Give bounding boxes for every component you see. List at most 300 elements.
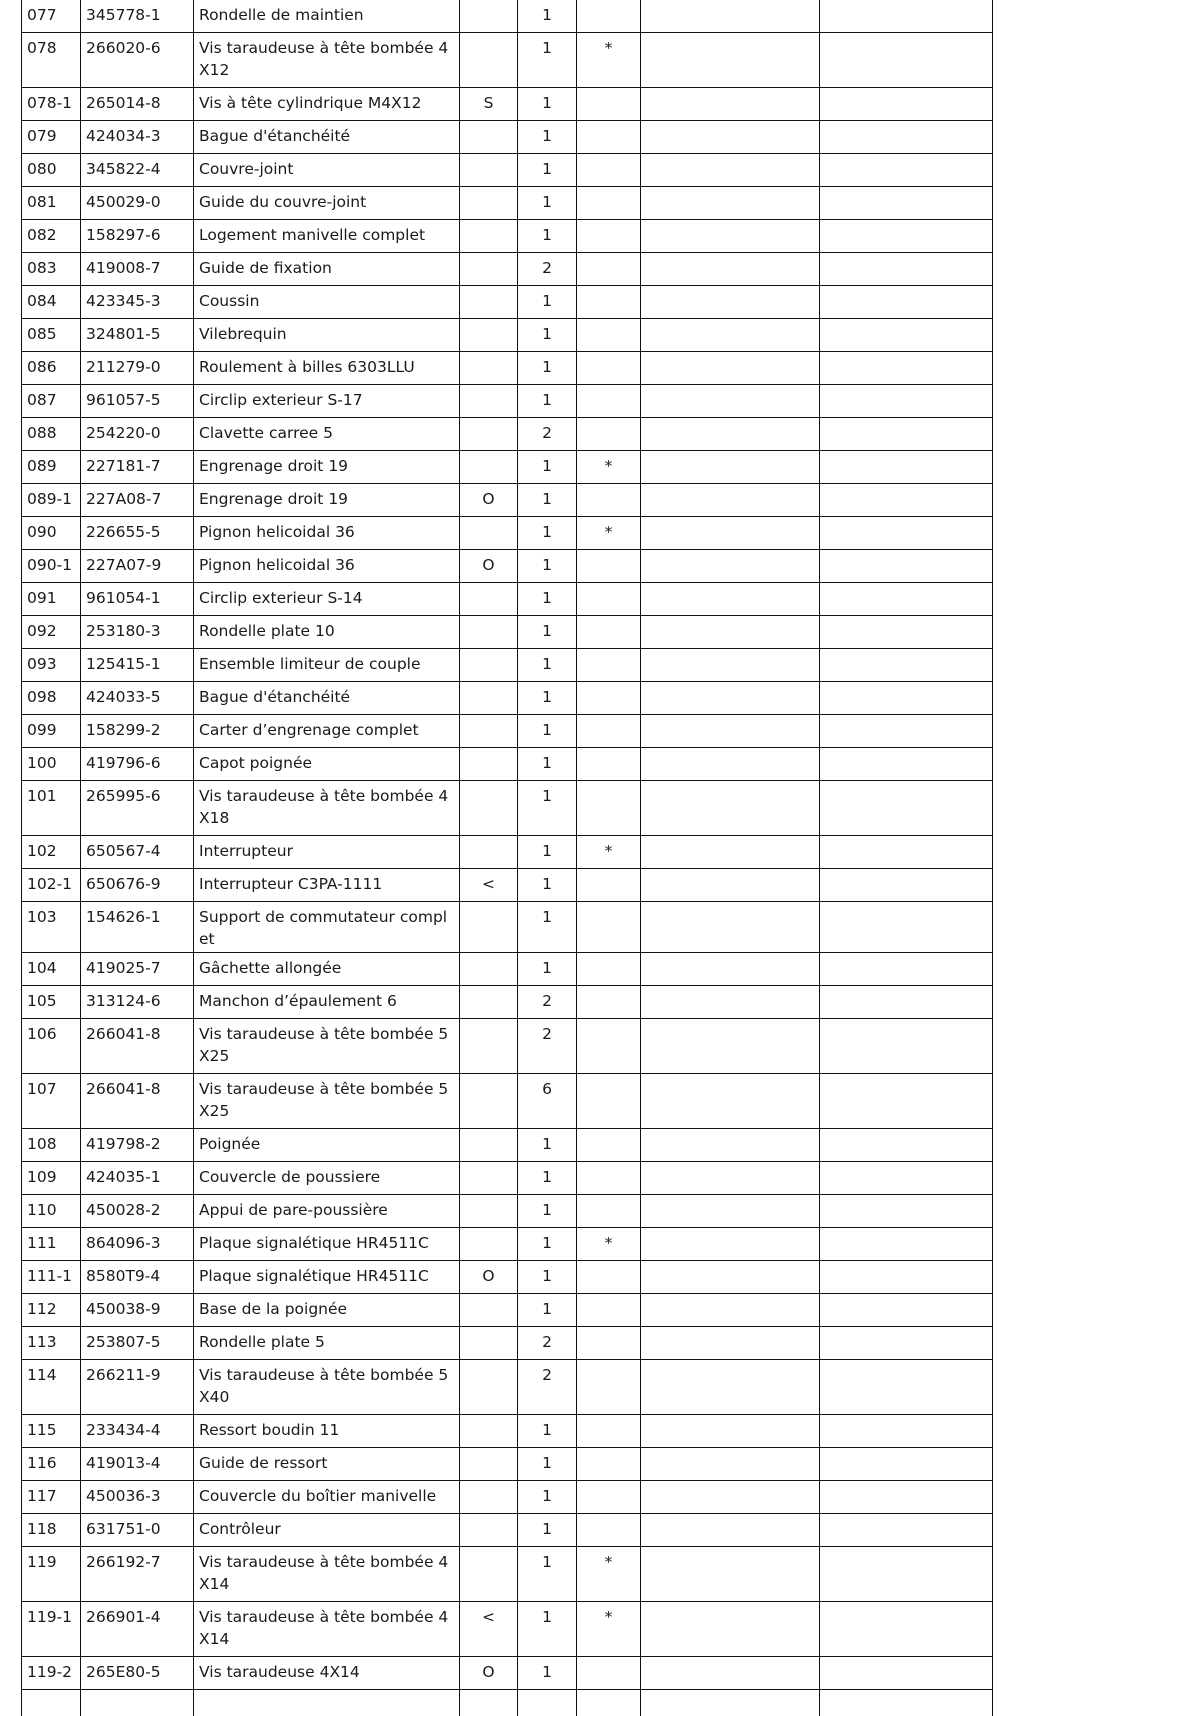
part-quantity-cell: 1 <box>518 1657 577 1690</box>
part-code-cell: 125415-1 <box>81 649 194 682</box>
part-mark-cell <box>577 1019 641 1074</box>
part-ref-cell: 107 <box>22 1074 81 1129</box>
part-code-cell: 266192-7 <box>81 1547 194 1602</box>
part-mark-cell <box>577 902 641 953</box>
empty-cell-2 <box>820 748 993 781</box>
part-description-cell: Plaque signalétique HR4511C <box>194 1228 460 1261</box>
part-quantity-cell: 1 <box>518 352 577 385</box>
part-description-cell: Circlip exterieur S-14 <box>194 583 460 616</box>
part-description-cell: Ressort boudin 11 <box>194 1415 460 1448</box>
part-note-cell <box>460 953 518 986</box>
part-ref-cell: 082 <box>22 220 81 253</box>
empty-cell-2 <box>820 1228 993 1261</box>
part-note-cell <box>460 319 518 352</box>
empty-cell-1 <box>641 286 820 319</box>
empty-cell-2 <box>820 682 993 715</box>
empty-cell-2 <box>820 517 993 550</box>
part-mark-cell <box>577 253 641 286</box>
empty-cell-2 <box>820 33 993 88</box>
part-mark-cell <box>577 1294 641 1327</box>
empty-cell <box>194 1690 460 1716</box>
part-code-cell: 227181-7 <box>81 451 194 484</box>
part-mark-cell <box>577 1261 641 1294</box>
part-code-cell: 424033-5 <box>81 682 194 715</box>
part-description-cell: Clavette carree 5 <box>194 418 460 451</box>
empty-cell-2 <box>820 1294 993 1327</box>
part-note-cell: O <box>460 484 518 517</box>
part-code-cell: 266041-8 <box>81 1074 194 1129</box>
empty-cell-2 <box>820 451 993 484</box>
part-quantity-cell: 1 <box>518 1195 577 1228</box>
part-ref-cell: 105 <box>22 986 81 1019</box>
empty-cell-2 <box>820 1327 993 1360</box>
part-quantity-cell: 1 <box>518 1129 577 1162</box>
part-ref-cell: 102-1 <box>22 869 81 902</box>
part-code-cell: 650567-4 <box>81 836 194 869</box>
part-note-cell: O <box>460 1261 518 1294</box>
part-ref-cell: 084 <box>22 286 81 319</box>
part-quantity-cell: 1 <box>518 286 577 319</box>
part-quantity-cell: 1 <box>518 550 577 583</box>
empty-cell-2 <box>820 1415 993 1448</box>
part-quantity-cell: 1 <box>518 953 577 986</box>
part-quantity-cell: 1 <box>518 1294 577 1327</box>
part-ref-cell: 118 <box>22 1514 81 1547</box>
empty-cell-1 <box>641 1074 820 1129</box>
part-mark-cell <box>577 1129 641 1162</box>
part-code-cell: 419025-7 <box>81 953 194 986</box>
part-description-cell: Couvre-joint <box>194 154 460 187</box>
part-ref-cell: 087 <box>22 385 81 418</box>
part-code-cell: 450028-2 <box>81 1195 194 1228</box>
empty-cell-2 <box>820 550 993 583</box>
empty-cell-1 <box>641 1481 820 1514</box>
part-mark-cell <box>577 0 641 33</box>
part-quantity-cell: 1 <box>518 0 577 33</box>
table-row <box>22 1602 993 1657</box>
part-note-cell <box>460 352 518 385</box>
empty-cell-1 <box>641 451 820 484</box>
part-quantity-cell: 1 <box>518 1481 577 1514</box>
empty-cell-2 <box>820 352 993 385</box>
part-code-cell: 227A08-7 <box>81 484 194 517</box>
part-note-cell <box>460 1129 518 1162</box>
part-code-cell: 419796-6 <box>81 748 194 781</box>
part-code-cell: 650676-9 <box>81 869 194 902</box>
part-note-cell <box>460 715 518 748</box>
empty-cell-1 <box>641 1602 820 1657</box>
part-description-cell: Vilebrequin <box>194 319 460 352</box>
empty-cell-1 <box>641 1448 820 1481</box>
empty-cell-2 <box>820 986 993 1019</box>
part-note-cell <box>460 583 518 616</box>
empty-cell-1 <box>641 953 820 986</box>
empty-cell-1 <box>641 1415 820 1448</box>
part-quantity-cell: 1 <box>518 187 577 220</box>
part-ref-cell: 112 <box>22 1294 81 1327</box>
part-quantity-cell: 1 <box>518 1514 577 1547</box>
empty-cell-2 <box>820 1547 993 1602</box>
part-code-cell: 253807-5 <box>81 1327 194 1360</box>
empty-cell-2 <box>820 1129 993 1162</box>
part-description-cell: Vis taraudeuse 4X14 <box>194 1657 460 1690</box>
part-note-cell <box>460 682 518 715</box>
part-description-cell: Poignée <box>194 1129 460 1162</box>
empty-cell-2 <box>820 1195 993 1228</box>
part-description-cell: Bague d'étanchéité <box>194 121 460 154</box>
part-ref-cell: 104 <box>22 953 81 986</box>
empty-cell-2 <box>820 616 993 649</box>
empty-cell-1 <box>641 1294 820 1327</box>
part-quantity-cell: 1 <box>518 1448 577 1481</box>
part-mark-cell <box>577 352 641 385</box>
part-ref-cell: 103 <box>22 902 81 953</box>
part-code-cell: 450029-0 <box>81 187 194 220</box>
part-quantity-cell: 1 <box>518 484 577 517</box>
part-ref-cell: 088 <box>22 418 81 451</box>
empty-cell-1 <box>641 649 820 682</box>
part-ref-cell: 081 <box>22 187 81 220</box>
part-description-cell: Gâchette allongée <box>194 953 460 986</box>
part-ref-cell: 090 <box>22 517 81 550</box>
part-code-cell: 961054-1 <box>81 583 194 616</box>
part-mark-cell <box>577 616 641 649</box>
table-row <box>22 1448 993 1481</box>
part-mark-cell <box>577 187 641 220</box>
empty-cell-2 <box>820 1074 993 1129</box>
continuation-row <box>22 1690 993 1716</box>
table-row <box>22 1129 993 1162</box>
part-note-cell <box>460 1228 518 1261</box>
table-row <box>22 154 993 187</box>
part-quantity-cell: 1 <box>518 902 577 953</box>
empty-cell-2 <box>820 902 993 953</box>
part-ref-cell: 110 <box>22 1195 81 1228</box>
part-note-cell <box>460 986 518 1019</box>
part-note-cell <box>460 836 518 869</box>
empty-cell-2 <box>820 836 993 869</box>
empty-cell-1 <box>641 1360 820 1415</box>
part-ref-cell: 111 <box>22 1228 81 1261</box>
part-quantity-cell: 1 <box>518 88 577 121</box>
part-mark-cell <box>577 953 641 986</box>
part-code-cell: 265995-6 <box>81 781 194 836</box>
part-description-cell: Coussin <box>194 286 460 319</box>
part-description-cell: Rondelle plate 5 <box>194 1327 460 1360</box>
part-quantity-cell: 1 <box>518 33 577 88</box>
part-ref-cell: 113 <box>22 1327 81 1360</box>
empty-cell-2 <box>820 953 993 986</box>
empty-cell-1 <box>641 220 820 253</box>
table-row <box>22 1547 993 1602</box>
part-quantity-cell: 2 <box>518 1360 577 1415</box>
part-quantity-cell: 1 <box>518 682 577 715</box>
empty-cell-1 <box>641 869 820 902</box>
part-code-cell: 211279-0 <box>81 352 194 385</box>
part-note-cell <box>460 1415 518 1448</box>
part-description-cell: Rondelle de maintien <box>194 0 460 33</box>
part-ref-cell: 089 <box>22 451 81 484</box>
part-description-cell: Roulement à billes 6303LLU <box>194 352 460 385</box>
part-quantity-cell: 1 <box>518 649 577 682</box>
part-description-cell: Carter d’engrenage complet <box>194 715 460 748</box>
part-quantity-cell: 1 <box>518 121 577 154</box>
part-code-cell: 419798-2 <box>81 1129 194 1162</box>
empty-cell-1 <box>641 1129 820 1162</box>
table-row <box>22 1327 993 1360</box>
part-code-cell: 266020-6 <box>81 33 194 88</box>
part-quantity-cell: 1 <box>518 154 577 187</box>
part-description-cell: Vis taraudeuse à tête bombée 4X12 <box>194 33 460 88</box>
part-code-cell: 345778-1 <box>81 0 194 33</box>
part-note-cell <box>460 781 518 836</box>
part-quantity-cell: 1 <box>518 385 577 418</box>
part-mark-cell: * <box>577 517 641 550</box>
part-mark-cell <box>577 748 641 781</box>
part-quantity-cell: 1 <box>518 517 577 550</box>
empty-cell-2 <box>820 1481 993 1514</box>
part-quantity-cell: 1 <box>518 1602 577 1657</box>
part-description-cell: Support de commutateur complet <box>194 902 460 953</box>
part-mark-cell <box>577 583 641 616</box>
part-note-cell <box>460 1547 518 1602</box>
empty-cell-1 <box>641 748 820 781</box>
empty-cell-2 <box>820 1360 993 1415</box>
part-ref-cell: 089-1 <box>22 484 81 517</box>
part-description-cell: Bague d'étanchéité <box>194 682 460 715</box>
part-quantity-cell: 1 <box>518 1261 577 1294</box>
part-quantity-cell: 2 <box>518 986 577 1019</box>
part-mark-cell <box>577 88 641 121</box>
table-row <box>22 616 993 649</box>
table-row <box>22 1294 993 1327</box>
empty-cell-1 <box>641 484 820 517</box>
empty-cell-2 <box>820 121 993 154</box>
part-mark-cell <box>577 418 641 451</box>
part-mark-cell <box>577 781 641 836</box>
table-row <box>22 187 993 220</box>
part-note-cell <box>460 33 518 88</box>
table-row <box>22 1481 993 1514</box>
part-description-cell: Plaque signalétique HR4511C <box>194 1261 460 1294</box>
part-description-cell: Rondelle plate 10 <box>194 616 460 649</box>
empty-cell-1 <box>641 550 820 583</box>
part-ref-cell: 116 <box>22 1448 81 1481</box>
table-row <box>22 1074 993 1129</box>
part-code-cell: 265E80-5 <box>81 1657 194 1690</box>
part-description-cell: Vis à tête cylindrique M4X12 <box>194 88 460 121</box>
part-description-cell: Circlip exterieur S-17 <box>194 385 460 418</box>
part-quantity-cell: 1 <box>518 715 577 748</box>
empty-cell-2 <box>820 220 993 253</box>
part-ref-cell: 101 <box>22 781 81 836</box>
empty-cell <box>820 1690 993 1716</box>
empty-cell <box>460 1690 518 1716</box>
empty-cell-2 <box>820 385 993 418</box>
table-row <box>22 1415 993 1448</box>
empty-cell-1 <box>641 583 820 616</box>
empty-cell-1 <box>641 0 820 33</box>
part-note-cell <box>460 1360 518 1415</box>
table-row <box>22 550 993 583</box>
table-row <box>22 715 993 748</box>
empty-cell-2 <box>820 583 993 616</box>
part-quantity-cell: 1 <box>518 319 577 352</box>
part-code-cell: 158297-6 <box>81 220 194 253</box>
part-note-cell <box>460 121 518 154</box>
part-mark-cell <box>577 484 641 517</box>
part-mark-cell <box>577 1448 641 1481</box>
table-row <box>22 418 993 451</box>
table-row <box>22 1019 993 1074</box>
empty-cell-1 <box>641 836 820 869</box>
part-description-cell: Pignon helicoidal 36 <box>194 517 460 550</box>
empty-cell-2 <box>820 1657 993 1690</box>
part-description-cell: Vis taraudeuse à tête bombée 5X40 <box>194 1360 460 1415</box>
part-ref-cell: 108 <box>22 1129 81 1162</box>
part-description-cell: Logement manivelle complet <box>194 220 460 253</box>
part-mark-cell <box>577 715 641 748</box>
part-note-cell <box>460 1074 518 1129</box>
part-note-cell <box>460 154 518 187</box>
table-row <box>22 1657 993 1690</box>
table-row <box>22 953 993 986</box>
part-note-cell <box>460 187 518 220</box>
table-row <box>22 484 993 517</box>
empty-cell-1 <box>641 154 820 187</box>
table-row <box>22 1261 993 1294</box>
part-ref-cell: 085 <box>22 319 81 352</box>
table-row <box>22 986 993 1019</box>
part-mark-cell: * <box>577 1228 641 1261</box>
part-mark-cell: * <box>577 836 641 869</box>
empty-cell-2 <box>820 0 993 33</box>
part-quantity-cell: 2 <box>518 1327 577 1360</box>
part-code-cell: 424035-1 <box>81 1162 194 1195</box>
part-note-cell <box>460 286 518 319</box>
empty-cell-1 <box>641 319 820 352</box>
part-description-cell: Ensemble limiteur de couple <box>194 649 460 682</box>
part-quantity-cell: 1 <box>518 869 577 902</box>
empty-cell-1 <box>641 781 820 836</box>
part-ref-cell: 078 <box>22 33 81 88</box>
part-code-cell: 8580T9-4 <box>81 1261 194 1294</box>
part-mark-cell: * <box>577 1602 641 1657</box>
part-note-cell: O <box>460 550 518 583</box>
part-description-cell: Engrenage droit 19 <box>194 451 460 484</box>
part-ref-cell: 078-1 <box>22 88 81 121</box>
part-ref-cell: 093 <box>22 649 81 682</box>
part-description-cell: Guide de fixation <box>194 253 460 286</box>
part-code-cell: 253180-3 <box>81 616 194 649</box>
part-note-cell: < <box>460 869 518 902</box>
part-ref-cell: 109 <box>22 1162 81 1195</box>
table-row <box>22 352 993 385</box>
part-description-cell: Interrupteur C3PA-1111 <box>194 869 460 902</box>
part-mark-cell: * <box>577 451 641 484</box>
table-row <box>22 748 993 781</box>
part-mark-cell <box>577 1327 641 1360</box>
part-mark-cell <box>577 220 641 253</box>
table-row <box>22 902 993 953</box>
part-quantity-cell: 1 <box>518 1547 577 1602</box>
part-mark-cell: * <box>577 33 641 88</box>
empty-cell-1 <box>641 88 820 121</box>
part-note-cell <box>460 385 518 418</box>
part-note-cell <box>460 1481 518 1514</box>
empty-cell-1 <box>641 187 820 220</box>
part-ref-cell: 077 <box>22 0 81 33</box>
part-description-cell: Vis taraudeuse à tête bombée 5X25 <box>194 1074 460 1129</box>
part-ref-cell: 106 <box>22 1019 81 1074</box>
part-description-cell: Base de la poignée <box>194 1294 460 1327</box>
part-note-cell: S <box>460 88 518 121</box>
table-row <box>22 517 993 550</box>
empty-cell-1 <box>641 1228 820 1261</box>
part-description-cell: Guide de ressort <box>194 1448 460 1481</box>
part-ref-cell: 092 <box>22 616 81 649</box>
empty-cell-1 <box>641 33 820 88</box>
part-note-cell <box>460 616 518 649</box>
part-description-cell: Capot poignée <box>194 748 460 781</box>
parts-table <box>21 0 993 1716</box>
table-row <box>22 121 993 154</box>
part-description-cell: Vis taraudeuse à tête bombée 4X18 <box>194 781 460 836</box>
part-code-cell: 233434-4 <box>81 1415 194 1448</box>
part-code-cell: 158299-2 <box>81 715 194 748</box>
part-mark-cell <box>577 1074 641 1129</box>
part-quantity-cell: 1 <box>518 748 577 781</box>
empty-cell <box>518 1690 577 1716</box>
part-mark-cell <box>577 682 641 715</box>
empty-cell-1 <box>641 986 820 1019</box>
part-ref-cell: 119-2 <box>22 1657 81 1690</box>
part-code-cell: 419008-7 <box>81 253 194 286</box>
empty-cell-2 <box>820 1602 993 1657</box>
part-quantity-cell: 1 <box>518 451 577 484</box>
empty-cell-1 <box>641 385 820 418</box>
table-row <box>22 33 993 88</box>
empty-cell-2 <box>820 781 993 836</box>
empty-cell-2 <box>820 319 993 352</box>
empty-cell-2 <box>820 1019 993 1074</box>
part-note-cell <box>460 1019 518 1074</box>
empty-cell-2 <box>820 1514 993 1547</box>
part-mark-cell <box>577 550 641 583</box>
part-mark-cell <box>577 1657 641 1690</box>
part-note-cell <box>460 0 518 33</box>
empty-cell-2 <box>820 88 993 121</box>
part-quantity-cell: 1 <box>518 1228 577 1261</box>
part-note-cell <box>460 418 518 451</box>
part-note-cell <box>460 220 518 253</box>
part-description-cell: Vis taraudeuse à tête bombée 5X25 <box>194 1019 460 1074</box>
part-mark-cell <box>577 286 641 319</box>
part-code-cell: 254220-0 <box>81 418 194 451</box>
part-mark-cell <box>577 1360 641 1415</box>
table-row <box>22 682 993 715</box>
part-quantity-cell: 1 <box>518 1415 577 1448</box>
part-mark-cell <box>577 1514 641 1547</box>
table-row <box>22 253 993 286</box>
part-note-cell <box>460 517 518 550</box>
part-mark-cell <box>577 869 641 902</box>
part-description-cell: Couvercle du boîtier manivelle <box>194 1481 460 1514</box>
part-note-cell <box>460 1294 518 1327</box>
part-note-cell <box>460 902 518 953</box>
part-code-cell: 265014-8 <box>81 88 194 121</box>
empty-cell-2 <box>820 649 993 682</box>
